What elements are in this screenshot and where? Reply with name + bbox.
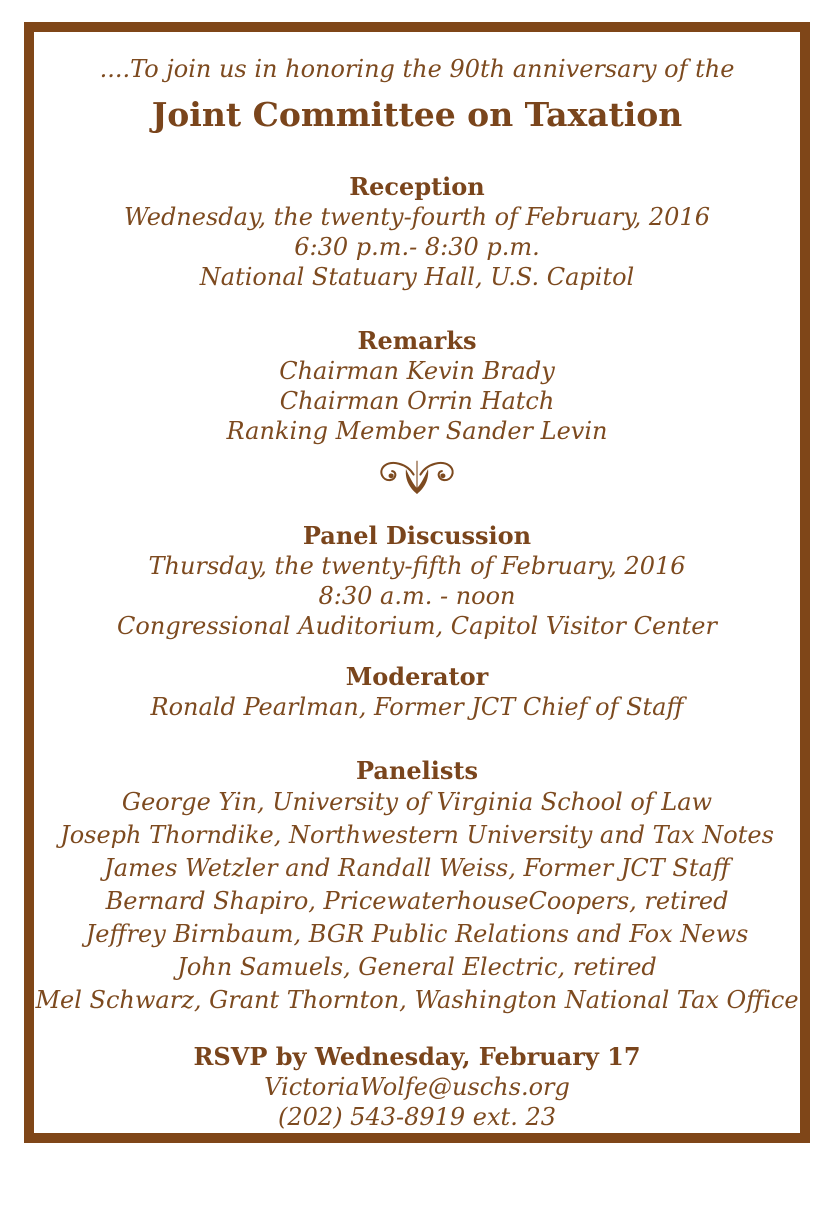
invitation-card [24,22,810,1143]
rsvp-email: VictoriaWolfe@uschs.org [264,1073,570,1101]
panel-date: Thursday, the twenty-fifth of February, 2016 [148,552,686,580]
panelist: James Wetzler and Randall Weiss, Former JCT Staff [104,854,730,882]
moderator-name: Ronald Pearlman, Former JCT Chief of Staff [150,693,684,721]
rsvp-phone: (202) 543-8919 ext. 23 [278,1103,556,1131]
panelist: George Yin, University of Virginia School of Law [121,788,713,816]
panel-time: 8:30 a.m. - noon [318,582,516,610]
intro-line: ....To join us in honoring the 90th anniversary of the [99,55,735,83]
panelists-heading: Panelists [355,756,478,785]
remarks-heading: Remarks [357,326,477,355]
reception-location: National Statuary Hall, U.S. Capitol [199,263,635,291]
remarks-speaker: Chairman Kevin Brady [279,357,555,385]
reception-date: Wednesday, the twenty-fourth of February, 2016 [124,203,710,231]
panelist: John Samuels, General Electric, retired [177,953,657,981]
remarks-speaker: Chairman Orrin Hatch [279,387,555,415]
moderator-heading: Moderator [345,662,489,691]
remarks-speaker: Ranking Member Sander Levin [226,417,608,445]
ornament-divider [34,458,800,498]
reception-heading: Reception [349,172,485,201]
panelist: Joseph Thorndike, Northwestern University and Tax Notes [60,821,774,849]
rsvp-heading: RSVP by Wednesday, February 17 [193,1042,641,1071]
panelist: Jeffrey Birnbaum, BGR Public Relations and Fox News [85,920,749,948]
event-title: Joint Committee on Taxation [151,95,683,134]
reception-time: 6:30 p.m.- 8:30 p.m. [294,233,540,261]
panelist: Mel Schwarz, Grant Thornton, Washington National Tax Office [35,986,799,1014]
panelist: Bernard Shapiro, PricewaterhouseCoopers, retired [105,887,729,915]
calligraphic-flourish-icon [375,458,459,498]
panel-discussion-heading: Panel Discussion [302,521,532,550]
panel-location: Congressional Auditorium, Capitol Visitor Center [117,612,717,640]
